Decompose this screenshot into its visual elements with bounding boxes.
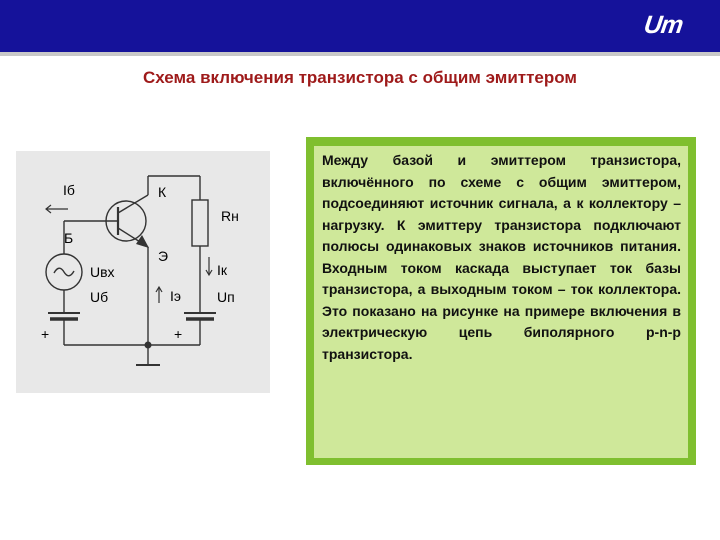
label-emitter: Э <box>158 248 169 264</box>
load-resistor <box>192 200 208 246</box>
description-panel <box>306 137 696 465</box>
label-base: Б <box>64 230 74 246</box>
header-divider <box>0 52 720 56</box>
circuit-schematic <box>16 151 270 393</box>
label-emitter-current: Iэ <box>170 288 182 304</box>
header-bar <box>0 0 720 52</box>
label-base-current: Iб <box>63 182 75 198</box>
label-plus-right: + <box>174 326 183 342</box>
logo: Um <box>641 11 685 39</box>
label-load-resistor: Rн <box>221 208 239 224</box>
label-collector: К <box>158 184 167 200</box>
label-base-voltage: Uб <box>90 289 109 305</box>
description-text: Между базой и эмиттером транзистора, включённого по схеме с общим эмиттером, подсоединяют источник сигнала, а к коллектору – нагрузку. К эмиттеру транзистора подключают полюсы одинаковых знаков источников питания. Входным током каскада выступает ток базы транзистора, а выходным током – ток коллектора. Это показано на рисунке на примере включения в электрическую цепь биполярного p-n-p транзистора. <box>322 152 681 362</box>
label-collector-current: Iк <box>217 262 228 278</box>
slide-title: Схема включения транзистора с общим эмиттером <box>143 68 577 87</box>
label-input-voltage: Uвх <box>90 264 115 280</box>
label-plus-left: + <box>41 326 50 342</box>
label-supply-voltage: Uп <box>217 289 235 305</box>
circuit-diagram <box>16 151 270 393</box>
description-inner <box>314 146 688 458</box>
